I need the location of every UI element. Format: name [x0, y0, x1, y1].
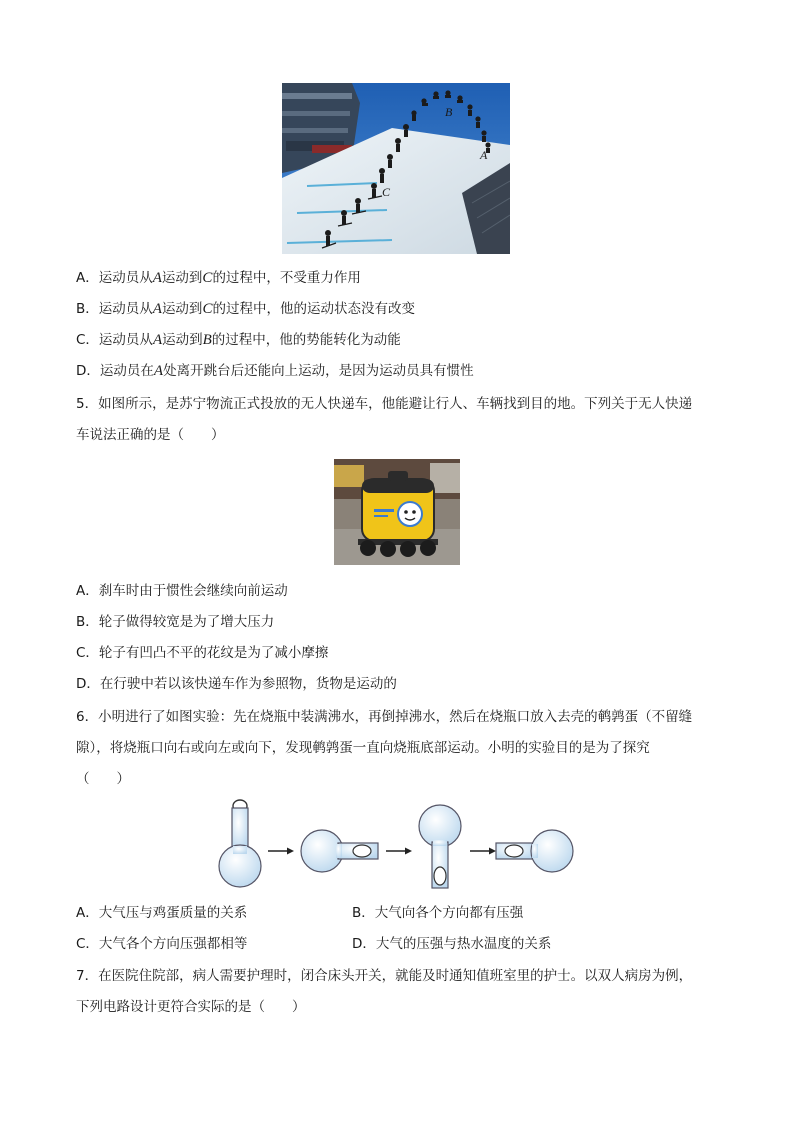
flask-neck-left: [496, 830, 573, 872]
q5-option-a: A．刹车时由于惯性会继续向前运动: [76, 583, 288, 599]
flask-experiment-diagram: [214, 798, 580, 892]
q6-option-d: D．大气的压强与热水温度的关系: [352, 936, 552, 952]
ski-jump-photo: [282, 83, 510, 254]
q7-stem-line2: 下列电路设计更符合实际的是（ ）: [76, 999, 306, 1015]
q5-option-b: B．轮子做得较宽是为了增大压力: [76, 614, 275, 630]
arrow-2: [386, 848, 412, 855]
arrow-1: [268, 848, 294, 855]
q6-option-b: B．大气向各个方向都有压强: [352, 905, 524, 921]
arrow-3: [470, 848, 496, 855]
q4-option-d: D．运动员在A处离开跳台后还能向上运动，是因为运动员具有惯性: [76, 363, 474, 379]
q4-option-a: A．运动员从A运动到C的过程中，不受重力作用: [76, 270, 361, 286]
q5-option-d: D．在行驶中若以该快递车作为参照物，货物是运动的: [76, 676, 397, 692]
q6-stem-line3: （ ）: [76, 771, 130, 787]
q5-stem-line2: 车说法正确的是（ ）: [76, 427, 225, 443]
q5-stem-line1: 5．如图所示，是苏宁物流正式投放的无人快递车，他能避让行人、车辆找到目的地。下列关于无人快递: [76, 396, 693, 412]
q5-option-c: C．轮子有凹凸不平的花纹是为了减小摩擦: [76, 645, 329, 661]
label-A: A: [480, 148, 488, 162]
q6-stem-line1: 6．小明进行了如图实验：先在烧瓶中装满沸水，再倒掉沸水，然后在烧瓶口放入去壳的鹌鹑蛋（不留缝: [76, 709, 693, 725]
flask-neck-down: [419, 805, 461, 888]
q6-option-c: C．大气各个方向压强都相等: [76, 936, 248, 952]
flask-neck-right: [301, 830, 378, 872]
delivery-robot-photo: [334, 459, 460, 565]
q6-stem-line2: 隙），将烧瓶口向右或向左或向下，发现鹌鹑蛋一直向烧瓶底部运动。小明的实验目的是为了探究: [76, 740, 650, 756]
flask-upright: [219, 800, 261, 887]
label-C: C: [382, 185, 391, 199]
q6-option-a: A．大气压与鸡蛋质量的关系: [76, 905, 248, 921]
q4-option-b: B．运动员从A运动到C的过程中，他的运动状态没有改变: [76, 301, 415, 317]
q4-option-c: C．运动员从A运动到B的过程中，他的势能转化为动能: [76, 332, 401, 348]
q7-stem-line1: 7．在医院住院部，病人需要护理时，闭合床头开关，就能及时通知值班室里的护士。以双人病房为例，: [76, 968, 693, 984]
label-B: B: [445, 105, 453, 119]
